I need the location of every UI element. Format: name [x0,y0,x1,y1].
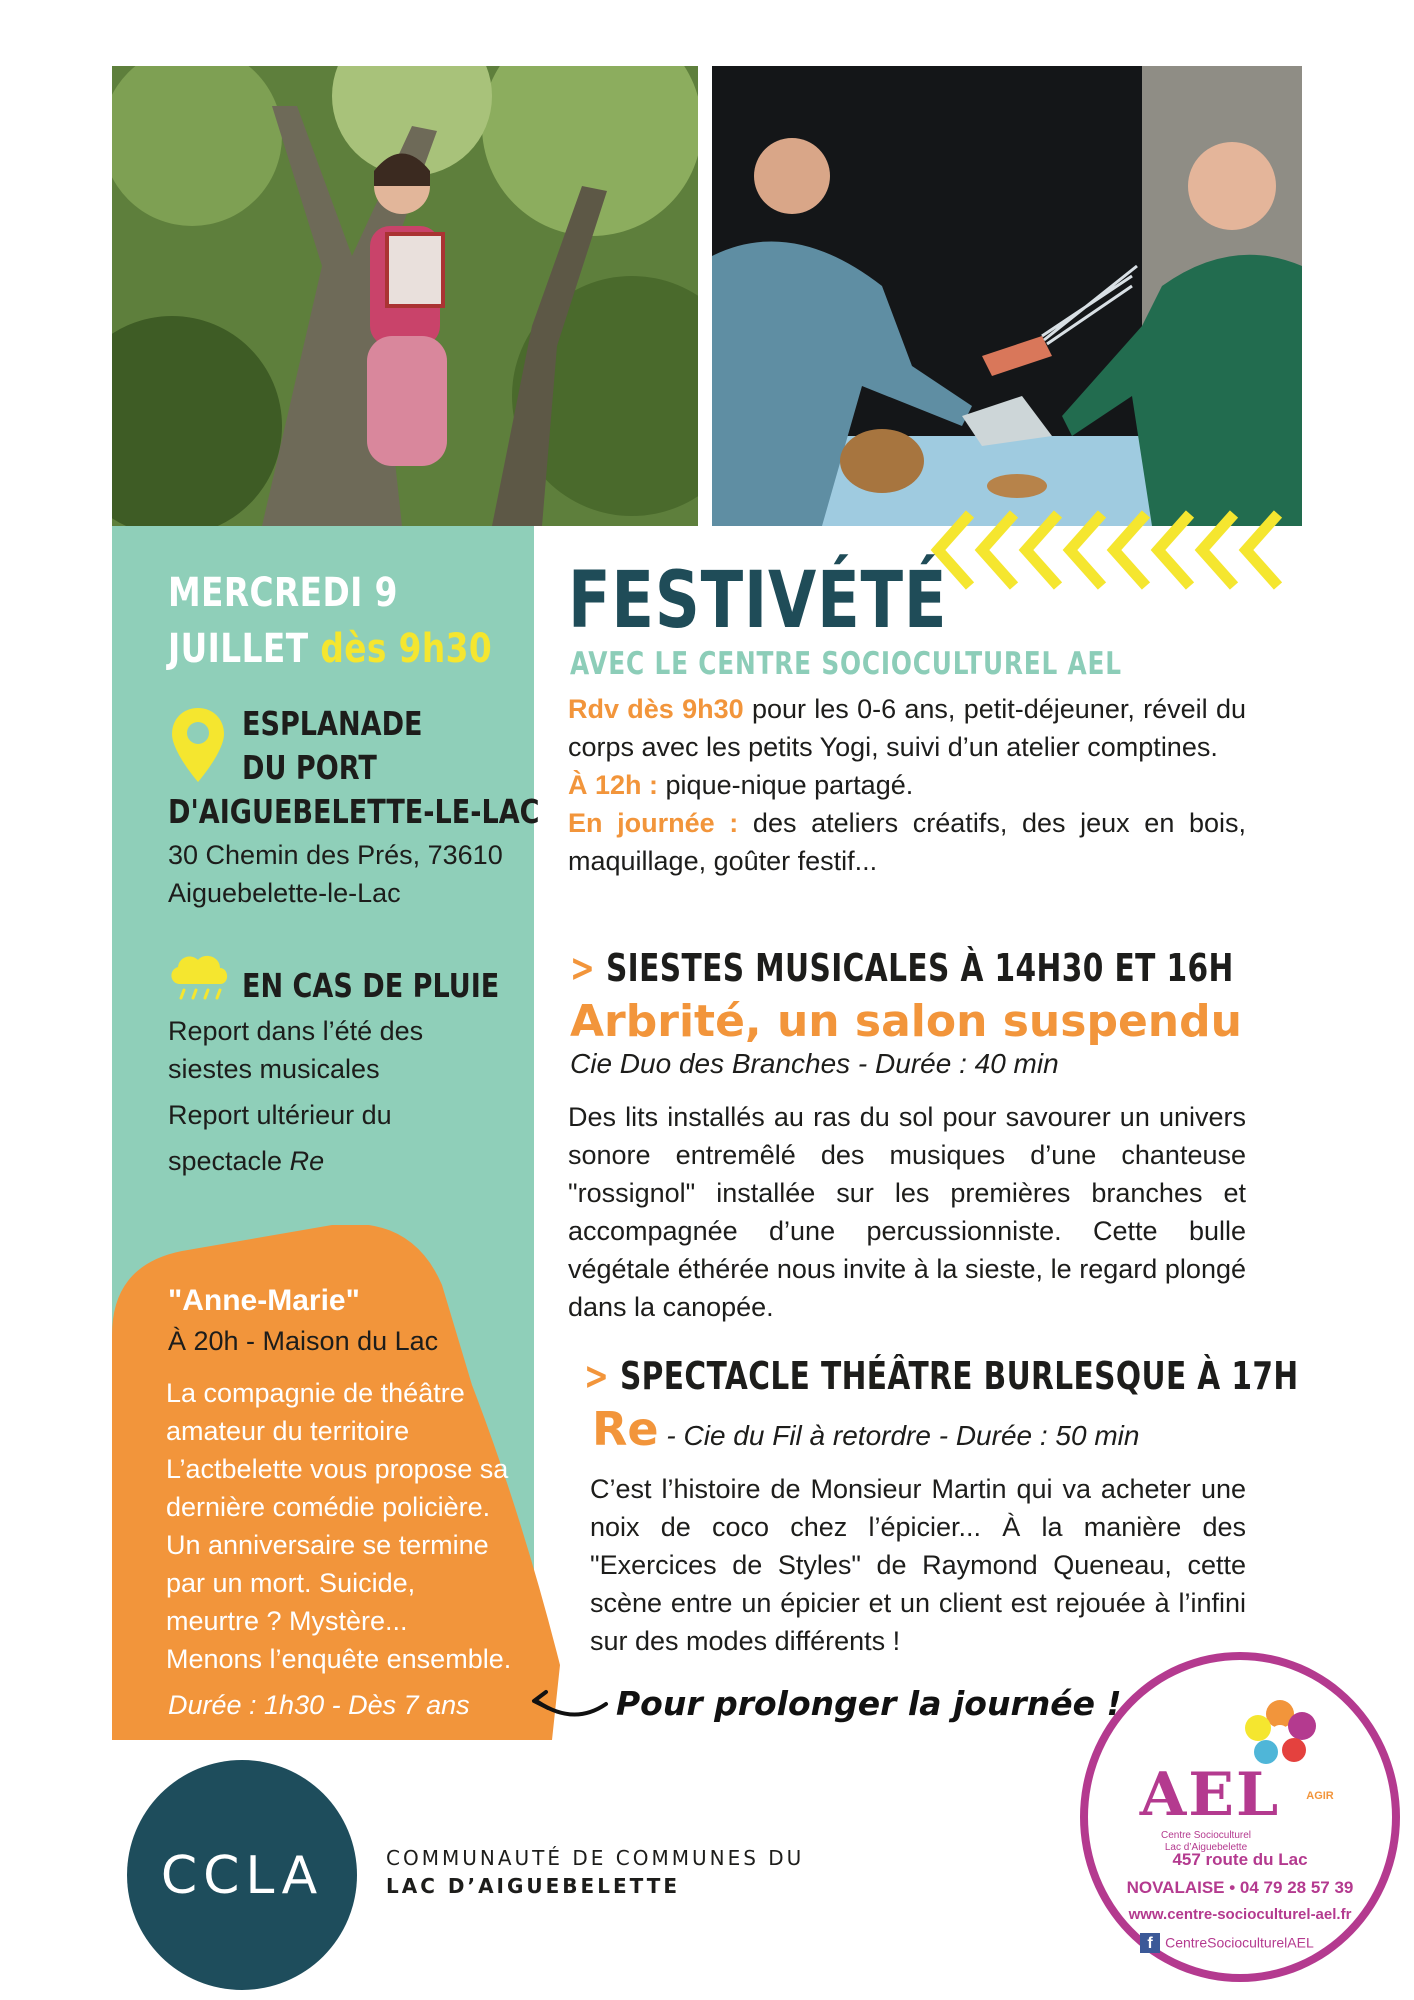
place-name-line1: ESPLANADE [242,704,423,743]
ael-address: 457 route du Lac [1172,1850,1308,1869]
event-date: MERCREDI 9 [168,570,398,616]
event-month: JUILLET dès 9h30 [168,626,493,672]
show-description-re: C’est l’histoire de Monsieur Martin qui va acheter une noix de coco chez l’épicier... À la manière des "Exercices de Styles" de Raymond Queneau, cette scène entre un épicier et un client est rejouée à l’infini sur des modes différents ! [590,1474,1246,1656]
rain-title: EN CAS DE PLUIE [242,966,500,1005]
intro-paragraph: Rdv dès 9h30 pour les 0-6 ans, petit-déjeuner, réveil du corps avec les petits Yogi, suivi d’un atelier comptines. À 12h : pique-nique partagé. En journée : des ateliers créatifs, des jeux en bois, maquillage, goûter festif... [568,694,1247,876]
ael-logo-sub2: Lac d’Aiguebelette [1164,1842,1248,1853]
extra-event-description: La compagnie de théâtre amateur du territoire L’actbelette vous propose sa dernière comédie policière. Un anniversaire se termine par un mort. Suicide, meurtre ? Mystère... Menons l’enquête ensemble. [166,1378,512,1674]
ael-logo-text: AEL [1139,1760,1281,1830]
rain-cloud-icon [166,950,232,1004]
page-title: FESTIVÉTÉ [568,556,948,646]
ccla-name-line1: COMMUNAUTÉ DE COMMUNES DU [386,1846,805,1870]
photo-accordion-player-in-tree [112,66,698,526]
ccla-logo-text: CCLA [160,1846,324,1906]
show-title-re: Re [592,1402,659,1456]
rain-text-1: Report dans l’été des [168,1016,424,1046]
photo-two-actors [712,66,1302,526]
page-subtitle: AVEC LE CENTRE SOCIOCULTUREL AEL [570,646,1122,682]
show-line-re [592,1402,1139,1456]
map-pin-icon [170,706,226,784]
prolonger-caption: Pour prolonger la journée ! [616,1684,1122,1723]
ael-logo-sub1: Centre Socioculturel [1160,1830,1252,1841]
yellow-chevrons-decoration [930,508,1302,592]
address-line1: 30 Chemin des Prés, 73610 [168,840,503,870]
show-company-arbrite: Cie Duo des Branches - Durée : 40 min [570,1048,1059,1079]
show-title-arbrite: Arbrité, un salon suspendu [570,996,1242,1047]
section-siestes-heading: > SIESTES MUSICALES À 14H30 ET 16H [570,946,1234,990]
event-time: dès 9h30 [320,626,493,672]
place-name-line3: D'AIGUEBELETTE-LE-LAC [168,792,540,831]
ael-website[interactable]: www.centre-socioculturel-ael.fr [1128,1906,1352,1923]
curved-arrow-icon [524,1680,610,1726]
rain-text-2: siestes musicales [168,1054,380,1084]
ael-phone: NOVALAISE • 04 79 28 57 39 [1126,1878,1354,1897]
rain-text-4: spectacle Re [168,1146,325,1176]
show-description-arbrite: Des lits installés au ras du sol pour savourer un univers sonore entremêlé des musiques d’une chanteuse "rossignol" installée sur les premières branches et accompagnée d’une percussionniste. Cette bulle végétale éthérée nous invite à la sieste, le regard plongé dans la canopée. [568,1102,1246,1322]
ael-agir: AGIR [1306,1790,1334,1802]
place-name-line2: DU PORT [242,748,377,787]
address-line2: Aiguebelette-le-Lac [168,878,401,908]
extra-event-when: À 20h - Maison du Lac [168,1326,439,1356]
section-theatre-heading: > SPECTACLE THÉÂTRE BURLESQUE À 17H [584,1354,1299,1398]
rain-text-3: Report ultérieur du [168,1100,392,1130]
show-company-re: - Cie du Fil à retordre - Durée : 50 min [658,1420,1140,1451]
ael-facebook[interactable]: f CentreSocioculturelAEL [1140,1932,1314,1953]
facebook-icon: f [1140,1933,1160,1953]
extra-event-title: "Anne-Marie" [168,1284,360,1317]
extra-event-duration: Durée : 1h30 - Dès 7 ans [168,1690,470,1720]
ccla-name-line2: LAC D’AIGUEBELETTE [386,1874,681,1898]
